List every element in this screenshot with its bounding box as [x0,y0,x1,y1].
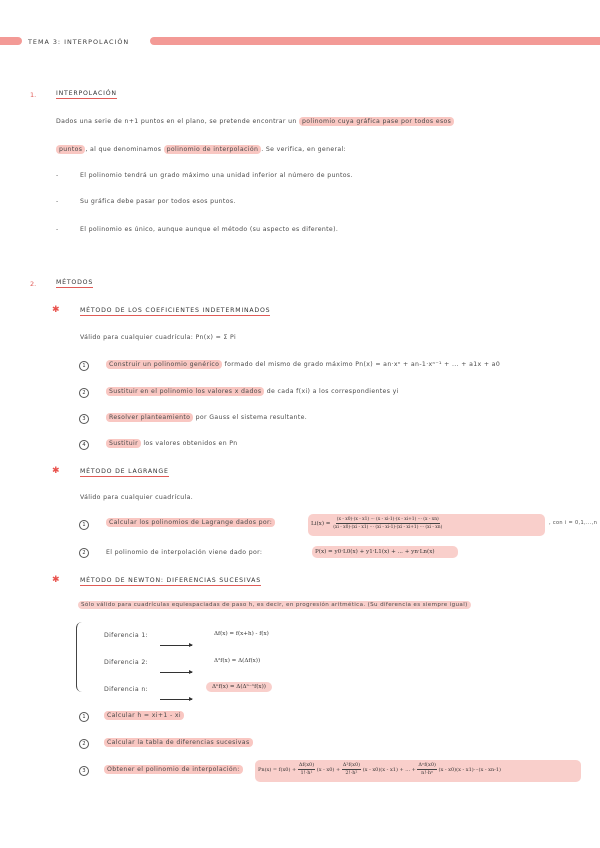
arrow-right-icon [160,662,192,681]
bullet-item-1: El polinomio tendrá un grado máximo una unidad inferior al número de puntos. [80,172,353,179]
method-2-step-2-text: El polinomio de interpolación viene dado por: [106,549,263,556]
method-2-usage: Válido para cualquier cuadrícula. [80,494,194,501]
star-bullet-icon: ✱ [52,305,60,315]
arrow-right-icon [160,689,192,708]
method-1-title: MÉTODO DE LOS COEFICIENTES INDETERMINADOS [80,307,271,314]
step-number-icon: 1 [79,520,89,530]
step-number-icon: 2 [79,739,89,749]
method-2-title: MÉTODO DE LAGRANGE [80,468,169,475]
method-1-step-2: Sustituir en el polinomio los valores x dados de cada f(xi) a los correspondientes yi [106,388,399,395]
header-accent-right [150,37,600,45]
step-number-icon: 3 [79,414,89,424]
method-1-step-3: Resolver planteamiento por Gauss el sistema resultante. [106,414,307,421]
method-3-step-1: Calcular h = xi+1 - xi [104,712,184,719]
page-title: TEMA 3: INTERPOLACIÓN [28,38,130,46]
method-3-title: MÉTODO DE NEWTON: DIFERENCIAS SUCESIVAS [80,577,261,584]
difference-2-formula: Δ²f(x) = Δ(Δf(x)) [214,658,261,664]
difference-1-formula: Δf(x) = f(x+h) - f(x) [214,631,269,637]
lagrange-polynomial-formula: P(x) = y0·L0(x) + y1·L1(x) + ... + yn·Ln(x) [315,549,435,555]
differences-brace [76,622,83,692]
step-number-icon: 4 [79,440,89,450]
method-1-step-4: Sustituir los valores obtenidos en Pn [106,440,238,447]
bullet-dash: - [56,172,59,179]
newton-polynomial-formula: Pn(x) = f(x0) + $\frac{\Delta f(x0)}{\text{1!·h¹}}$ (x - x0) + $\frac{\text{Δ²f(x0)}}{\text{2!·h²}}$ (x - x0)(x - x1) + ... + $\frac{\text{Δⁿf(x0)}}{\text{n!·hⁿ}}$ (x - x0)(x - x1)···(x - xn-1) [258,762,501,776]
step-number-icon: 1 [79,361,89,371]
star-bullet-icon: ✱ [52,466,60,476]
arrow-right-icon [160,635,192,654]
bullet-item-3: El polinomio es único, aunque aunque el método (su aspecto es diferente). [80,226,339,233]
section-2-number: 2. [30,280,37,288]
difference-n-label: Diferencia n: [104,686,149,693]
method-3-step-3: Obtener el polinomio de interpolación: [104,766,243,773]
section-1-title: INTERPOLACIÓN [56,90,117,97]
header-accent-left [0,37,22,45]
step-number-icon: 2 [79,548,89,558]
bullet-dash: - [56,226,59,233]
bullet-item-2: Su gráfica debe pasar por todos esos puntos. [80,198,236,205]
difference-1-label: Diferencia 1: [104,632,149,639]
difference-n-formula: Δⁿf(x) = Δ(Δⁿ⁻¹f(x)) [206,682,272,692]
section-1-paragraph-line1: Dados una serie de n+1 puntos en el plano, se pretende encontrar un polinomio cuya gráfica pase por todos esos [56,118,454,125]
method-1-usage: Válido para cualquier cuadrícula: Pn(x) = Σ Pi [80,334,237,341]
lagrange-basis-formula: Li(x) = (x - x0)·(x - x1) ··· (x - xi-1)·(x - xi+1) ··· (x - xn) (xi - x0)·(xi - x1) ··· (xi - xi-1)·(xi - xi+1) ··· (xi - xn) [311,517,443,530]
method-3-step-2: Calcular la tabla de diferencias sucesivas [104,739,253,746]
lagrange-index-range: , con i = 0,1,...,n [549,520,598,526]
step-number-icon: 1 [79,712,89,722]
method-3-intro: Sólo válido para cuadrículas equiespaciadas de paso h, es decir, en progresión aritmética. (Su diferencia es siempre igual) [78,601,471,609]
step-number-icon: 2 [79,388,89,398]
step-number-icon: 3 [79,766,89,776]
bullet-dash: - [56,198,59,205]
section-2-title: MÉTODOS [56,279,94,286]
difference-2-label: Diferencia 2: [104,659,149,666]
star-bullet-icon: ✱ [52,575,60,585]
method-1-step-1: Construir un polinomio genérico formado del mismo de grado máximo Pn(x) = an·xⁿ + an-1·xⁿ⁻¹ + ... + a1x + a0 [106,361,500,368]
method-2-step-1-text: Calcular los polinomios de Lagrange dados por: [106,519,275,526]
section-1-paragraph-line2: puntos , al que denominamos polinomio de interpolación . Se verifica, en general: [56,146,346,153]
section-1-number: 1. [30,91,37,99]
